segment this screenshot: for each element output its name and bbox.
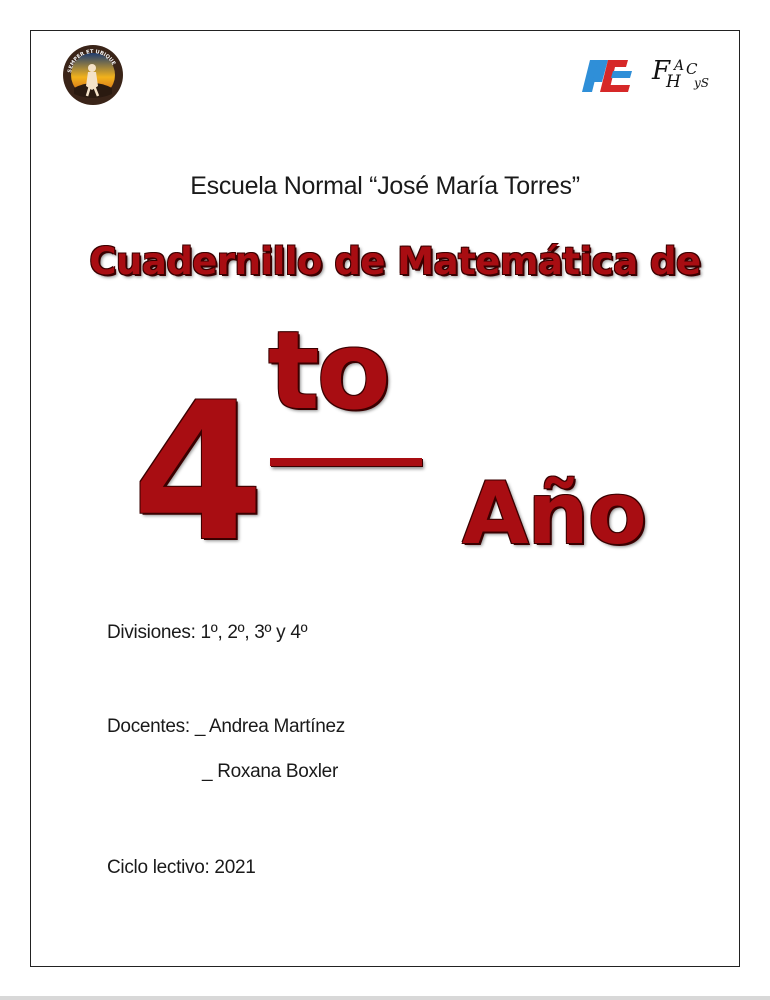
school-name: Escuela Normal “José María Torres” xyxy=(190,172,580,200)
ordinal-underline xyxy=(270,458,422,466)
viewer-bottom-edge xyxy=(0,996,770,1000)
grade-ordinal-suffix: to xyxy=(268,309,388,434)
fhaycs-logo: F H A C yS xyxy=(652,56,709,92)
divisions-line: Divisiones: 1º, 2º, 3º y 4º xyxy=(107,622,308,643)
notebook-title: Cuadernillo de Matemática de xyxy=(89,240,701,283)
grade-word: Año xyxy=(462,464,646,564)
school-seal-logo xyxy=(62,44,124,106)
teacher-2-line: _ Roxana Boxler xyxy=(202,761,338,782)
school-year-line: Ciclo lectivo: 2021 xyxy=(107,857,256,878)
grade-number: 4 xyxy=(132,362,261,583)
seal-text: SEMPER ET UBIQUE xyxy=(67,48,117,74)
teachers-line: Docentes: _ Andrea Martínez xyxy=(107,716,345,737)
university-logo xyxy=(578,58,634,94)
